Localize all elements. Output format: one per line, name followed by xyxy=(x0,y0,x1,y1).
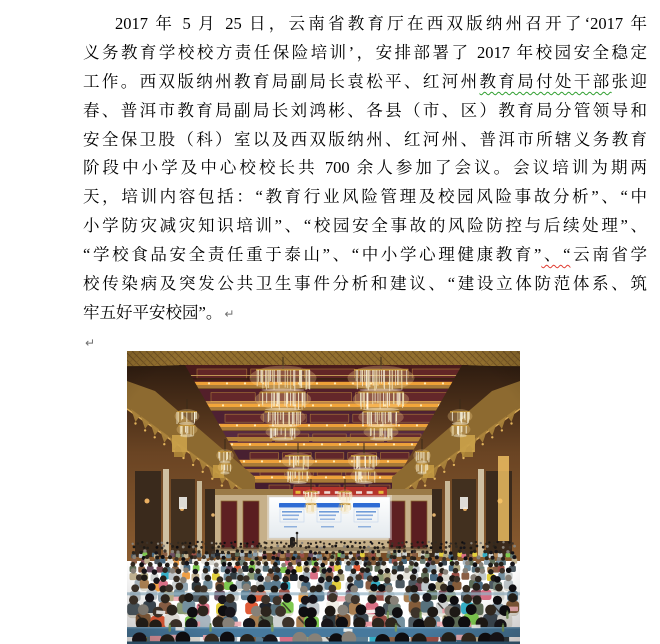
text-line[interactable] xyxy=(83,154,647,183)
text-line[interactable] xyxy=(83,126,647,155)
text-segment: 天，培训内容包括：“教育行业风险管理及校园风险事故分析”、“中 xyxy=(83,187,647,207)
text-line[interactable] xyxy=(83,299,647,328)
text-line[interactable] xyxy=(83,68,647,97)
text-segment: 、“ xyxy=(541,245,571,265)
text-segment: 张迎 xyxy=(611,71,648,91)
paragraph-mark: ↵ xyxy=(224,306,235,321)
text-segment: 校传染病及突发公共卫生事件分析和建议、“建设立体防范体系、筑 xyxy=(83,274,647,294)
text-segment: 阶段中小学及中心校校长共 700 余人参加了会议。会议培训为期两 xyxy=(83,158,647,178)
text-line[interactable] xyxy=(83,97,647,126)
conference-photo[interactable] xyxy=(127,351,520,644)
text-segment: 小学防灾减灾知识培训”、“校园安全事故的风险防控与后续处理”、 xyxy=(83,216,647,236)
text-line[interactable] xyxy=(83,270,647,299)
text-segment: 牢五好平安校园”。 xyxy=(83,302,223,322)
text-segment: 云南省学 xyxy=(570,245,648,265)
text-segment: 教育局付处干部 xyxy=(479,71,612,91)
text-line[interactable] xyxy=(83,183,647,212)
paragraph[interactable] xyxy=(83,10,647,357)
text-line[interactable] xyxy=(83,212,647,241)
text-segment: 义务教育学校校方责任保险培训’，安排部署了 2017 年校园安全稳定 xyxy=(83,42,647,62)
conference-photo-image xyxy=(127,351,520,644)
text-segment: 春、普洱市教育局副局长刘鸿彬、各县（市、区）教育局分管领导和 xyxy=(83,100,647,120)
text-line[interactable] xyxy=(83,241,647,270)
text-segment: 2017 年 5 月 25 日，云南省教育厅在西双版纳州召开了‘2017 年 xyxy=(115,14,647,33)
text-line[interactable] xyxy=(83,10,647,39)
text-segment: “学校食品安全责任重于泰山”、“中小学心理健康教育” xyxy=(83,245,542,265)
paragraph-mark: ↵ xyxy=(85,335,96,350)
text-segment: 工作。西双版纳州教育局副局长袁松平、红河州 xyxy=(83,71,480,91)
text-line[interactable] xyxy=(83,39,647,68)
text-segment: 安全保卫股（科）室以及西双版纳州、红河州、普洱市所辖义务教育 xyxy=(83,129,647,149)
